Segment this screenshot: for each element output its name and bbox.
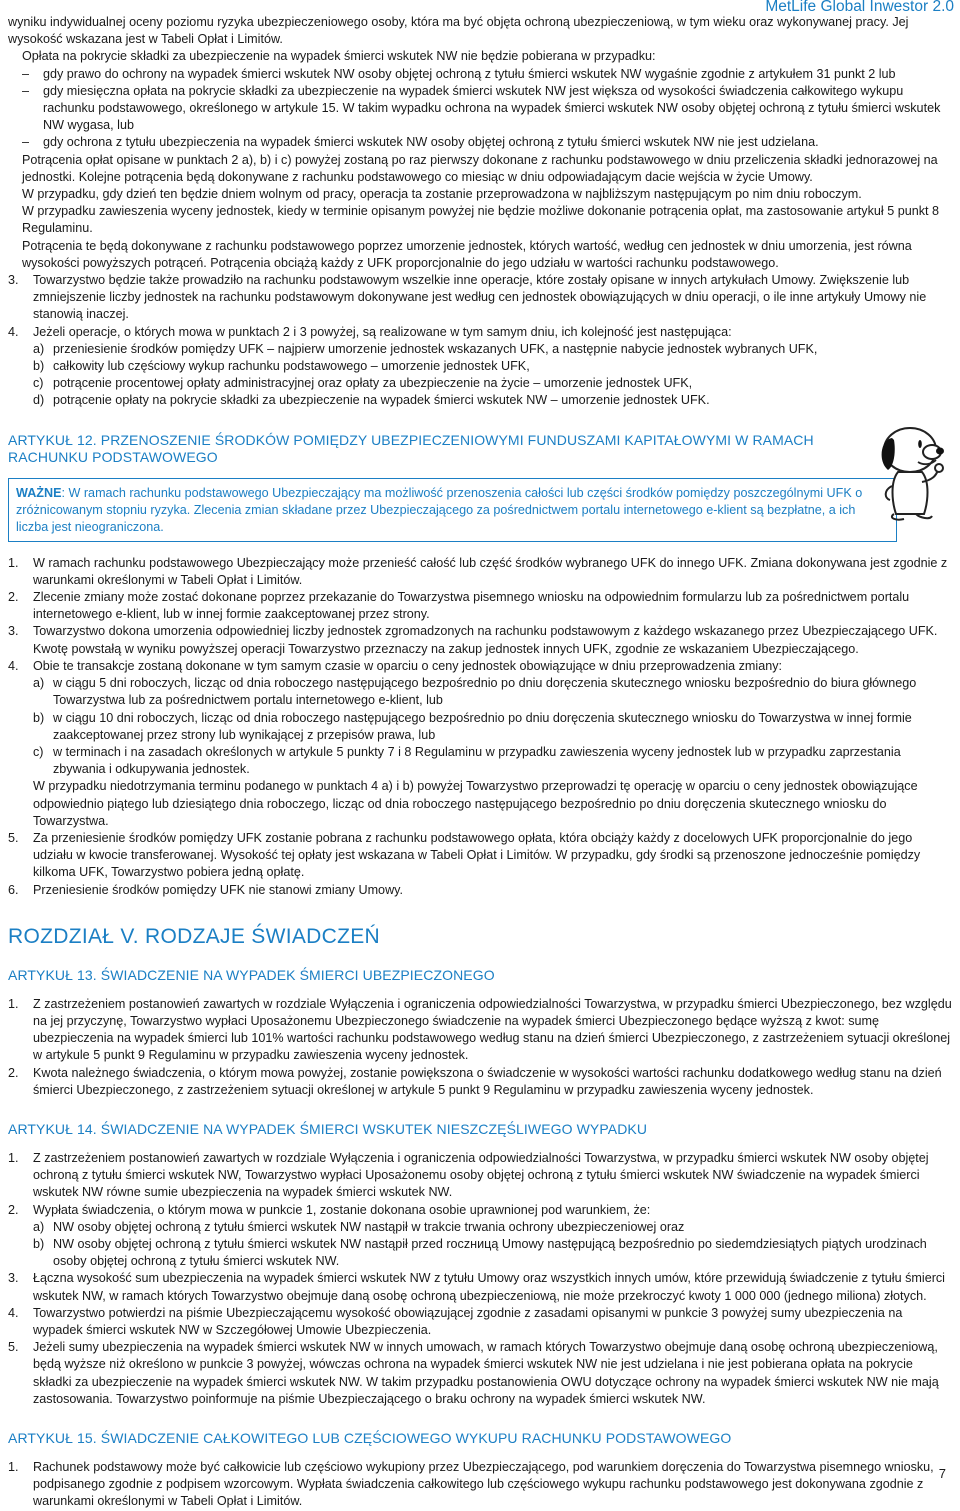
sub-text: całkowity lub częściowy wykup rachunku podstawowego – umorzenie jednostek UFK, [53, 359, 530, 374]
paragraph: W przypadku niedotrzymania terminu podanego w punktach 4 a) i b) powyżej Towarzystwo przeprowadzi tę operację w oparciu o ceny jednostek obowiązujące odpowiednio piątego lub dziesiątego dnia roboczego, licząc od dnia roboczego następującego bezpośrednio po dniu doręczenia skutecznego wniosku do Towarzystwa. [33, 779, 918, 828]
item-text: Z zastrzeżeniem postanowień zawartych w rozdziale Wyłączenia i ograniczenia odpowiedzialności Towarzystwa, w przypadku śmierci wskutek NW osoby objętej ochroną z tytułu śmierci wskutek NW, Towarzystwo wypłaci Uposażonemu osoby objętej ochroną z tytułu śmierci wskutek NW świadczenie na wypadek śmierci wskutek NW równe sumie ubezpieczenia na wypadek śmierci wskutek NW. [33, 1150, 929, 1200]
item-number: 2. [8, 1065, 19, 1080]
numbered-item [8, 1339, 954, 1408]
sub-item [8, 392, 954, 409]
numbered-item [8, 1202, 954, 1219]
sub-letter: b) [33, 1236, 45, 1251]
numbered-item [8, 882, 954, 899]
sub-text: potrącenie opłaty na pokrycie składki za ubezpieczenie na wypadek śmierci wskutek NW – umorzenie jednostek UFK. [53, 393, 710, 408]
item-number: 5. [8, 1340, 19, 1355]
notice-label: WAŻNE [16, 485, 62, 500]
article-12-heading: ARTYKUŁ 12. PRZENOSZENIE ŚRODKÓW POMIĘDZY UBEZPIECZENIOWYMI FUNDUSZAMI KAPITAŁOWYMI W RAMACH RACHUNKU PODSTAWOWEGO [8, 431, 814, 465]
article-13-items [8, 996, 954, 1099]
paragraph: W przypadku, gdy dzień ten będzie dniem wolnym od pracy, operacja ta zostanie przeprowadzona w najbliższym następującym po nim dniu roboczym. [22, 187, 862, 202]
item-number: 6. [8, 882, 19, 897]
numbered-item [8, 1305, 954, 1339]
numbered-item [8, 589, 954, 623]
important-notice-box [8, 478, 897, 542]
item-number: 4. [8, 658, 19, 673]
sub-text: w ciągu 10 dni roboczych, licząc od dnia roboczego następującego bezpośrednio po dniu doręczenia skutecznego wniosku do Towarzystwa w innej formie zaakceptowanej przez strony lub wynikającej z przepisów prawa, lub [53, 710, 912, 742]
sub-item [8, 358, 954, 375]
item-text: Towarzystwo będzie także prowadziło na rachunku podstawowym wszelkie inne operacje, które zostały opisane w innych artykułach Umowy. Zwiększenie lub zmniejszenie liczby jednostek na rachunku podstawowym dokonywane jest według cen jednostek obowiązujących w dniu operacji, o ile inne artykuły Umowy nie stanowią inaczej. [33, 273, 927, 322]
sub-letter: d) [33, 393, 45, 408]
paragraph: W przypadku zawieszenia wyceny jednostek, kiedy w terminie opisanym powyżej nie będzie możliwe dokonanie potrącenia opłat, ma zastosowanie artykuł 5 punkt 8 Regulaminu. [22, 204, 940, 236]
item-text: Kwota należnego świadczenia, o którym mowa powyżej, zostanie powiększona o świadczenie w wysokości wartości rachunku dodatkowego według stanu na dzień śmierci Ubezpieczonego, z zastrzeżeniem sytuacji określonej w artykule 5 punkt 9 Regulaminu w przypadku zawieszenia wyceny jednostek. [33, 1065, 942, 1097]
paragraph: Potrącenia te będą dokonywane z rachunku podstawowego poprzez umorzenie jednostek, których wartość, według cen jednostek w dniu umorzenia, jest równa wysokości powyższych potrąceń. Potrącenia obciążą każdy z UFK proporcjonalnie do jego udziału w wartości rachunku podstawowego. [22, 238, 912, 270]
numbered-item [8, 1270, 954, 1304]
sub-letter: c) [33, 744, 44, 759]
item-text: Z zastrzeżeniem postanowień zawartych w rozdziale Wyłączenia i ograniczenia odpowiedzialności Towarzystwa, w przypadku śmierci Ubezpieczonego, bez względu na jej przyczynę, Towarzystwo wypłaci Uposażonemu Ubezpieczonego świadczenie na wypadek śmierci Ubezpieczonego będące wyższą z kwot: sumę ubezpieczenia na wypadek śmierci lub 101% wartości rachunku podstawowego według stanu na dzień śmierci Ubezpieczonego, z zastrzeżeniem sytuacji określonej w artykule 5 punkt 9 Regulaminu w przypadku zawieszenia wyceny jednostek. [33, 996, 952, 1063]
numbered-item [8, 324, 954, 341]
sub-text: przeniesienie środków pomiędzy UFK – najpierw umorzenie jednostek wskazanych UFK, a następnie nabycie jednostek wybranych UFK, [53, 341, 818, 356]
item-text: Towarzystwo potwierdzi na piśmie Ubezpieczającemu wysokość obowiązującej zgodnie z zasadami opisanymi w punkcie 3 powyżej sumy ubezpieczenia na wypadek śmierci wskutek NW w Szczegółowej Umowie Ubezpieczenia. [33, 1305, 903, 1337]
dash-item: – gdy ochrona z tytułu ubezpieczenia na wypadek śmierci wskutek NW osoby objętej ochroną z tytułu śmierci wskutek NW nie jest udzielana. [8, 134, 954, 151]
sub-text: NW osoby objętej ochroną z tytułu śmierci wskutek NW nastąpił przed roczницą Umowy następującą bezpośrednio po siedemdziesiątych piątych urodzinach osoby objętej ochroną z tytułu śmierci wskutek NW. [53, 1236, 927, 1269]
sub-text: NW osoby objętej ochroną z tytułu śmierci wskutek NW nastąpił w trakcie trwania ochrony ubezpieczeniowej oraz [53, 1219, 685, 1234]
paragraph: wyniku indywidualnej oceny poziomu ryzyka ubezpieczeniowego osoby, która ma być objęta ochroną ubezpieczeniową, w tym wieku oraz wykonywanej pracy. Jej wysokość wskazana jest w Tabeli Opłat i Limitów. [8, 15, 909, 47]
item-number: 3. [8, 624, 19, 639]
article-12-subitems [8, 675, 954, 778]
numbered-item [8, 658, 954, 675]
sub-item [8, 675, 954, 709]
item-number: 4. [8, 1305, 19, 1320]
article-14-subitems [8, 1219, 954, 1271]
sub-letter: a) [33, 676, 45, 691]
item-number: 4. [8, 324, 19, 339]
numbered-item [8, 1065, 954, 1099]
sub-text: w terminach i na zasadach określonych w artykule 5 punkty 7 i 8 Regulaminu w przypadku zawieszenia wyceny jednostek lub w przypadku zaprzestania zbywania i odkupywania jednostek. [53, 744, 901, 777]
page-number: 7 [938, 1466, 946, 1481]
paragraph: Potrącenia opłat opisane w punktach 2 a), b) i c) powyżej zostaną po raz pierwszy dokonane z rachunku podstawowego w dniu przeliczenia składki jednorazowej na jednostki. Kolejne potrącenia będą dokonywane z rachunku podstawowego co miesiąc w dniu odpowiadającym dacie wejścia w życie Umowy. [22, 152, 938, 184]
item-text: Łączna wysokość sum ubezpieczenia na wypadek śmierci wskutek NW z tytułu Umowy oraz wszystkich innych umów, które przewidują świadczenie z tytułu śmierci wskutek NW, w ramach których Towarzystwo obejmuje daną osobę ochroną ubezpieczeniową, nie może przekroczyć kwoty 1 000 000 (jednego miliona) złotych. [33, 1271, 945, 1303]
chapter-5-heading: ROZDZIAŁ V. RODZAJE ŚWIADCZEŃ [8, 924, 380, 948]
item-number: 3. [8, 273, 19, 288]
sub-text: w ciągu 5 dni roboczych, licząc od dnia roboczego następującego bezpośrednio po dniu doręczenia skutecznego wniosku bezpośrednio do biura głównego Towarzystwa lub za pośrednictwem portalu internetowego e-klient, lub [53, 676, 917, 708]
paragraph: Opłata na pokrycie składki za ubezpieczenie na wypadek śmierci wskutek NW nie będzie pobierana w przypadku: [22, 49, 656, 64]
article-15-items [8, 1459, 954, 1511]
article-12-items [8, 555, 954, 675]
sub-item [8, 1219, 954, 1236]
snoopy-illustration-icon [870, 422, 954, 522]
sub-item [8, 1236, 954, 1270]
document-header-title: MetLife Global Inwestor 2.0 [765, 0, 954, 15]
item-number: 1. [8, 996, 19, 1011]
sub-letter: c) [33, 376, 44, 391]
item-text: Przeniesienie środków pomiędzy UFK nie stanowi zmiany Umowy. [33, 882, 404, 897]
document-body [8, 4, 954, 1511]
numbered-item [8, 996, 954, 1065]
sub-item [8, 341, 954, 358]
article-15-heading: ARTYKUŁ 15. ŚWIADCZENIE CAŁKOWITEGO LUB CZĘŚCIOWEGO WYKUPU RACHUNKU PODSTAWOWEGO [8, 1430, 732, 1446]
numbered-item [8, 272, 954, 324]
item-number: 3. [8, 1271, 19, 1286]
numbered-item [8, 1459, 954, 1511]
sub-item [8, 710, 954, 744]
article-14-items [8, 1150, 954, 1219]
sub-item [8, 744, 954, 778]
item-text: Rachunek podstawowy może być całkowicie lub częściowo wykupiony przez Ubezpieczającego, pod warunkiem doręczenia do Towarzystwa pisemnego wniosku, podpisanego zgodnie z podpisem wzorcowym. Wypłata świadczenia całkowitego lub częściowego wykupu rachunku podstawowego jest dokonywana zgodnie z warunkami określonymi w Tabeli Opłat i Limitów. [33, 1460, 934, 1509]
item-text: W ramach rachunku podstawowego Ubezpieczający może przenieść całość lub część środków wybranego UFK do innego UFK. Zmiana dokonywana jest zgodnie z warunkami określonymi w Tabeli Opłat i Limitów. [33, 555, 948, 587]
item-text: Towarzystwo dokona umorzenia odpowiedniej liczby jednostek zgromadzonych na rachunku podstawowym z każdego wskazanego przez Ubezpieczającego UFK. Kwotę powstałą w wyniku powyższej operacji Towarzystwo przeznaczy na zakup jednostek innych UFK, zgodnie ze wskazaniem Ubezpieczającego. [33, 624, 938, 656]
item-text: Jeżeli sumy ubezpieczenia na wypadek śmierci wskutek NW w innych umowach, w ramach których Towarzystwo obejmuje daną osobę ochroną ubezpieczeniową, będą wyższe niż określono w punkcie 3 powyżej, wówczas ochrona na wypadek śmierci wskutek NW nie jest udzielana i nie jest pobierana opłata na pokrycie składki za ubezpieczenie na wypadek śmierci wskutek NW. W takim przypadku postanowienia OWU dotyczące ochrony na wypadek śmierci wskutek NW nie mają zastosowania. Towarzystwo poinformuje na piśmie Ubezpieczającego o braku ochrony na wypadek śmierci wskutek NW. [33, 1340, 939, 1406]
dash-item: – gdy prawo do ochrony na wypadek śmierci wskutek NW osoby objętej ochroną z tytułu śmierci wskutek NW wygaśnie zgodnie z artykułem 31 punkt 2 lub [8, 66, 954, 83]
item-text: Zlecenie zmiany może zostać dokonane poprzez przekazanie do Towarzystwa pisemnego wniosku na odpowiednim formularzu lub za pośrednictwem portalu internetowego e-klient, lub w innej formie zaakceptowanej przez strony. [33, 590, 910, 622]
numbered-item [8, 623, 954, 657]
notice-text: : W ramach rachunku podstawowego Ubezpieczający ma możliwość przenoszenia całości lub części środków pomiędzy poszczególnymi UFK o zróżnicowanym stopniu ryzyka. Zlecenia zmian składane przez Ubezpieczającego za pośrednictwem portalu internetowego e-klient są bezpłatne, a ich liczba jest nieograniczona. [16, 485, 863, 534]
article-14-items-continued [8, 1270, 954, 1408]
article-13-heading: ARTYKUŁ 13. ŚWIADCZENIE NA WYPADEK ŚMIERCI UBEZPIECZONEGO [8, 966, 495, 983]
item-number: 1. [8, 555, 19, 570]
numbered-item [8, 555, 954, 589]
sub-item [8, 375, 954, 392]
item-text: Wypłata świadczenia, o którym mowa w punkcie 1, zostanie dokonana osobie uprawnionej pod warunkiem, że: [33, 1202, 651, 1217]
article-14-heading: ARTYKUŁ 14. ŚWIADCZENIE NA WYPADEK ŚMIERCI WSKUTEK NIESZCZĘŚLIWEGO WYPADKU [8, 1120, 648, 1137]
item-text: Jeżeli operacje, o których mowa w punktach 2 i 3 powyżej, są realizowane w tym samym dniu, ich kolejność jest następująca: [33, 324, 732, 339]
sub-letter: a) [33, 341, 45, 356]
item-number: 1. [8, 1460, 19, 1474]
sub-letter: a) [33, 1219, 45, 1234]
item-text: Za przeniesienie środków pomiędzy UFK zostanie pobrana z rachunku podstawowego opłata, która obciąży każdy z docelowych UFK proporcjonalnie do jego udziału w kwocie transferowanej. Wysokość tej opłaty jest wskazana w Tabeli Opłat i Limitów. W przypadku, gdy środki są przenoszone jednocześnie pomiędzy kilkoma UFK, Towarzystwo pobiera jedną opłatę. [33, 830, 921, 880]
sub-letter: b) [33, 359, 45, 374]
item-number: 1. [8, 1150, 19, 1165]
item-number: 2. [8, 1202, 19, 1217]
numbered-item [8, 1150, 954, 1202]
sub-text: potrącenie procentowej opłaty administracyjnej oraz opłaty za ubezpieczenie na życie – umorzenie jednostek UFK, [53, 376, 693, 391]
item-text: Obie te transakcje zostaną dokonane w tym samym czasie w oparciu o ceny jednostek obowiązujące w dniu przeprowadzenia zmiany: [33, 658, 783, 673]
sub-letter: b) [33, 710, 45, 725]
numbered-item [8, 830, 954, 882]
item-number: 5. [8, 830, 19, 845]
item-number: 2. [8, 590, 19, 605]
dash-item: – gdy miesięczna opłata na pokrycie składki za ubezpieczenie na wypadek śmierci wskutek NW jest większa od wysokości świadczenia całkowitego wykupu rachunku podstawowego, określonego w artykule 15. W takim wypadku ochrona na wypadek śmierci wskutek NW osoby objętej ochroną z tytułu śmierci wskutek NW wygasa, lub [8, 83, 954, 135]
article-12-items-continued [8, 830, 954, 899]
